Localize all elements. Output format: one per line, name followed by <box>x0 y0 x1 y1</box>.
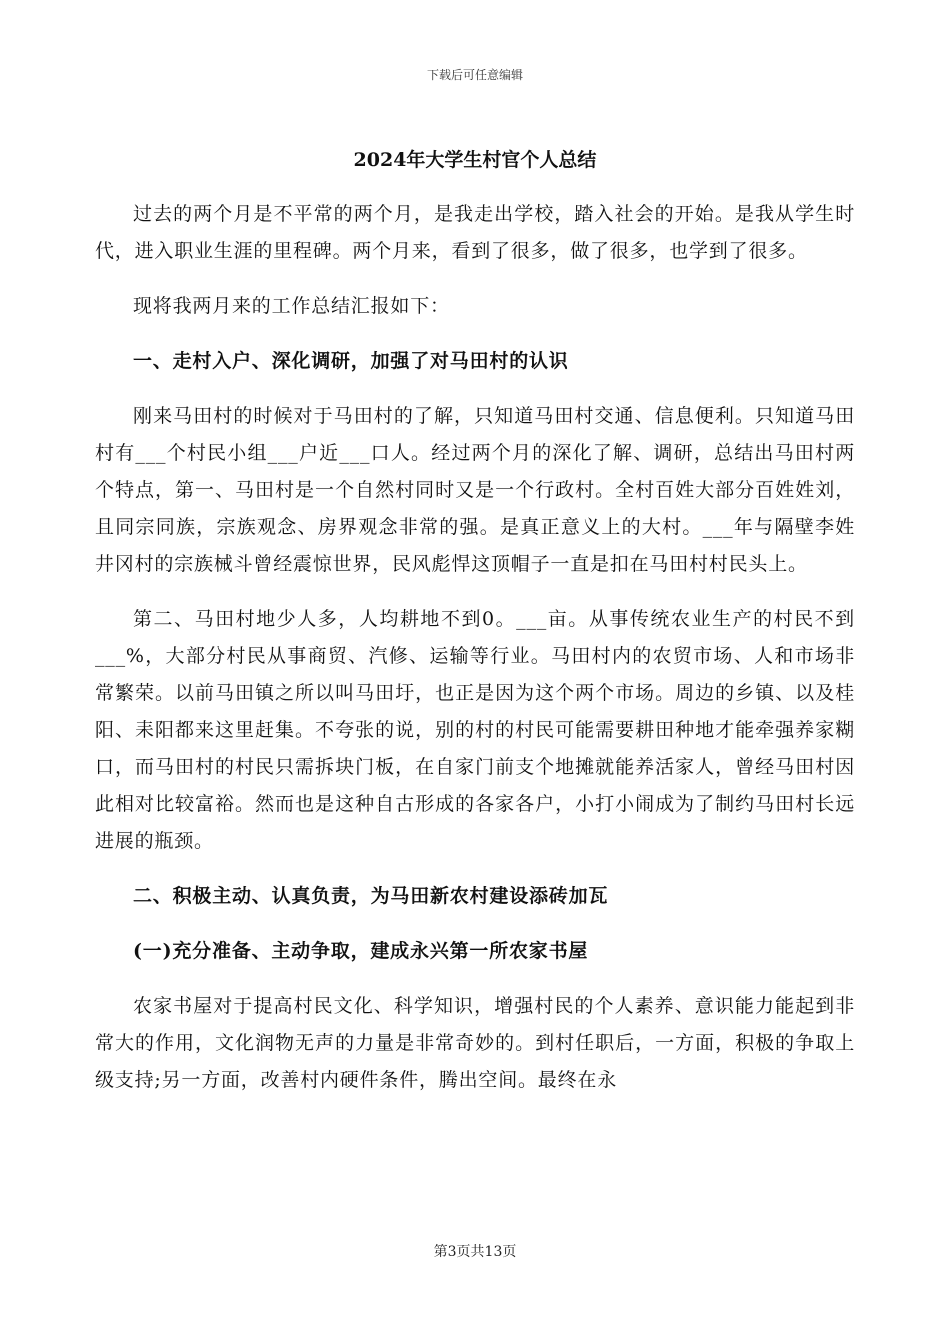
document-title: 2024年大学生村官个人总结 <box>353 149 597 171</box>
paragraph-report-intro: 现将我两月来的工作总结汇报如下： <box>133 295 450 317</box>
paragraph-village-features: 刚来马田村的时候对于马田村的了解，只知道马田村交通、信息便利。只知道马田村有___个村民小组___户近___口人。经过两个月的深化了解、调研，总结出马田村两个特点，第一、马田村是一个自然村同时又是一个行政村。全村百姓大部分百姓姓刘，且同宗同族，宗族观念、房界观念非常的强。是真正意义上的大村。___年与隔壁李姓井冈村的宗族械斗曾经震惊世界，民风彪悍这顶帽子一直是扣在马田村村民头上。 <box>95 405 855 575</box>
paragraph-gap <box>95 380 855 398</box>
section-heading-2: 二、积极主动、认真负责，为马田新农村建设添砖加瓦 <box>133 885 609 907</box>
paragraph-gap <box>95 270 855 288</box>
subsection-heading-1: (一)充分准备、主动争取，建成永兴第一所农家书屋 <box>133 940 589 962</box>
paragraph-intro: 过去的两个月是不平常的两个月，是我走出学校，踏入社会的开始。是我从学生时代，进入职业生涯的里程碑。两个月来，看到了很多，做了很多，也学到了很多。 <box>95 203 855 262</box>
paragraph-land-population: 第二、马田村地少人多，人均耕地不到0。___亩。从事传统农业生产的村民不到___%，大部分村民从事商贸、汽修、运输等行业。马田村内的农贸市场、人和市场非常繁荣。以前马田镇之所以叫马田圩，也正是因为这个两个市场。周边的乡镇、以及桂阳、耒阳都来这里赶集。不夸张的说，别的村的村民可能需要耕田种地才能牵强养家糊口，而马田村的村民只需拆块门板，在自家门前支个地摊就能养活家人，曾经马田村因此相对比较富裕。然而也是这种自古形成的各家各户，小打小闹成为了制约马田村长远进展的瓶颈。 <box>95 608 855 852</box>
section-heading-1: 一、走村入户、深化调研，加强了对马田村的认识 <box>133 350 569 372</box>
paragraph-library: 农家书屋对于提高村民文化、科学知识，增强村民的个人素养、意识能力能起到非常大的作用，文化润物无声的力量是非常奇妙的。到村任职后，一方面，积极的争取上级支持;另一方面，改善村内硬件条件，腾出空间。最终在永 <box>95 995 855 1091</box>
paragraph-gap <box>95 915 855 933</box>
paragraph-gap <box>95 325 855 343</box>
paragraph-gap <box>95 583 855 601</box>
page-number-footer: 第3页共13页 <box>433 1244 517 1260</box>
paragraph-gap <box>95 970 855 988</box>
page-header-note: 下载后可任意编辑 <box>426 68 523 82</box>
paragraph-gap <box>95 860 855 878</box>
document-body <box>95 196 855 1099</box>
